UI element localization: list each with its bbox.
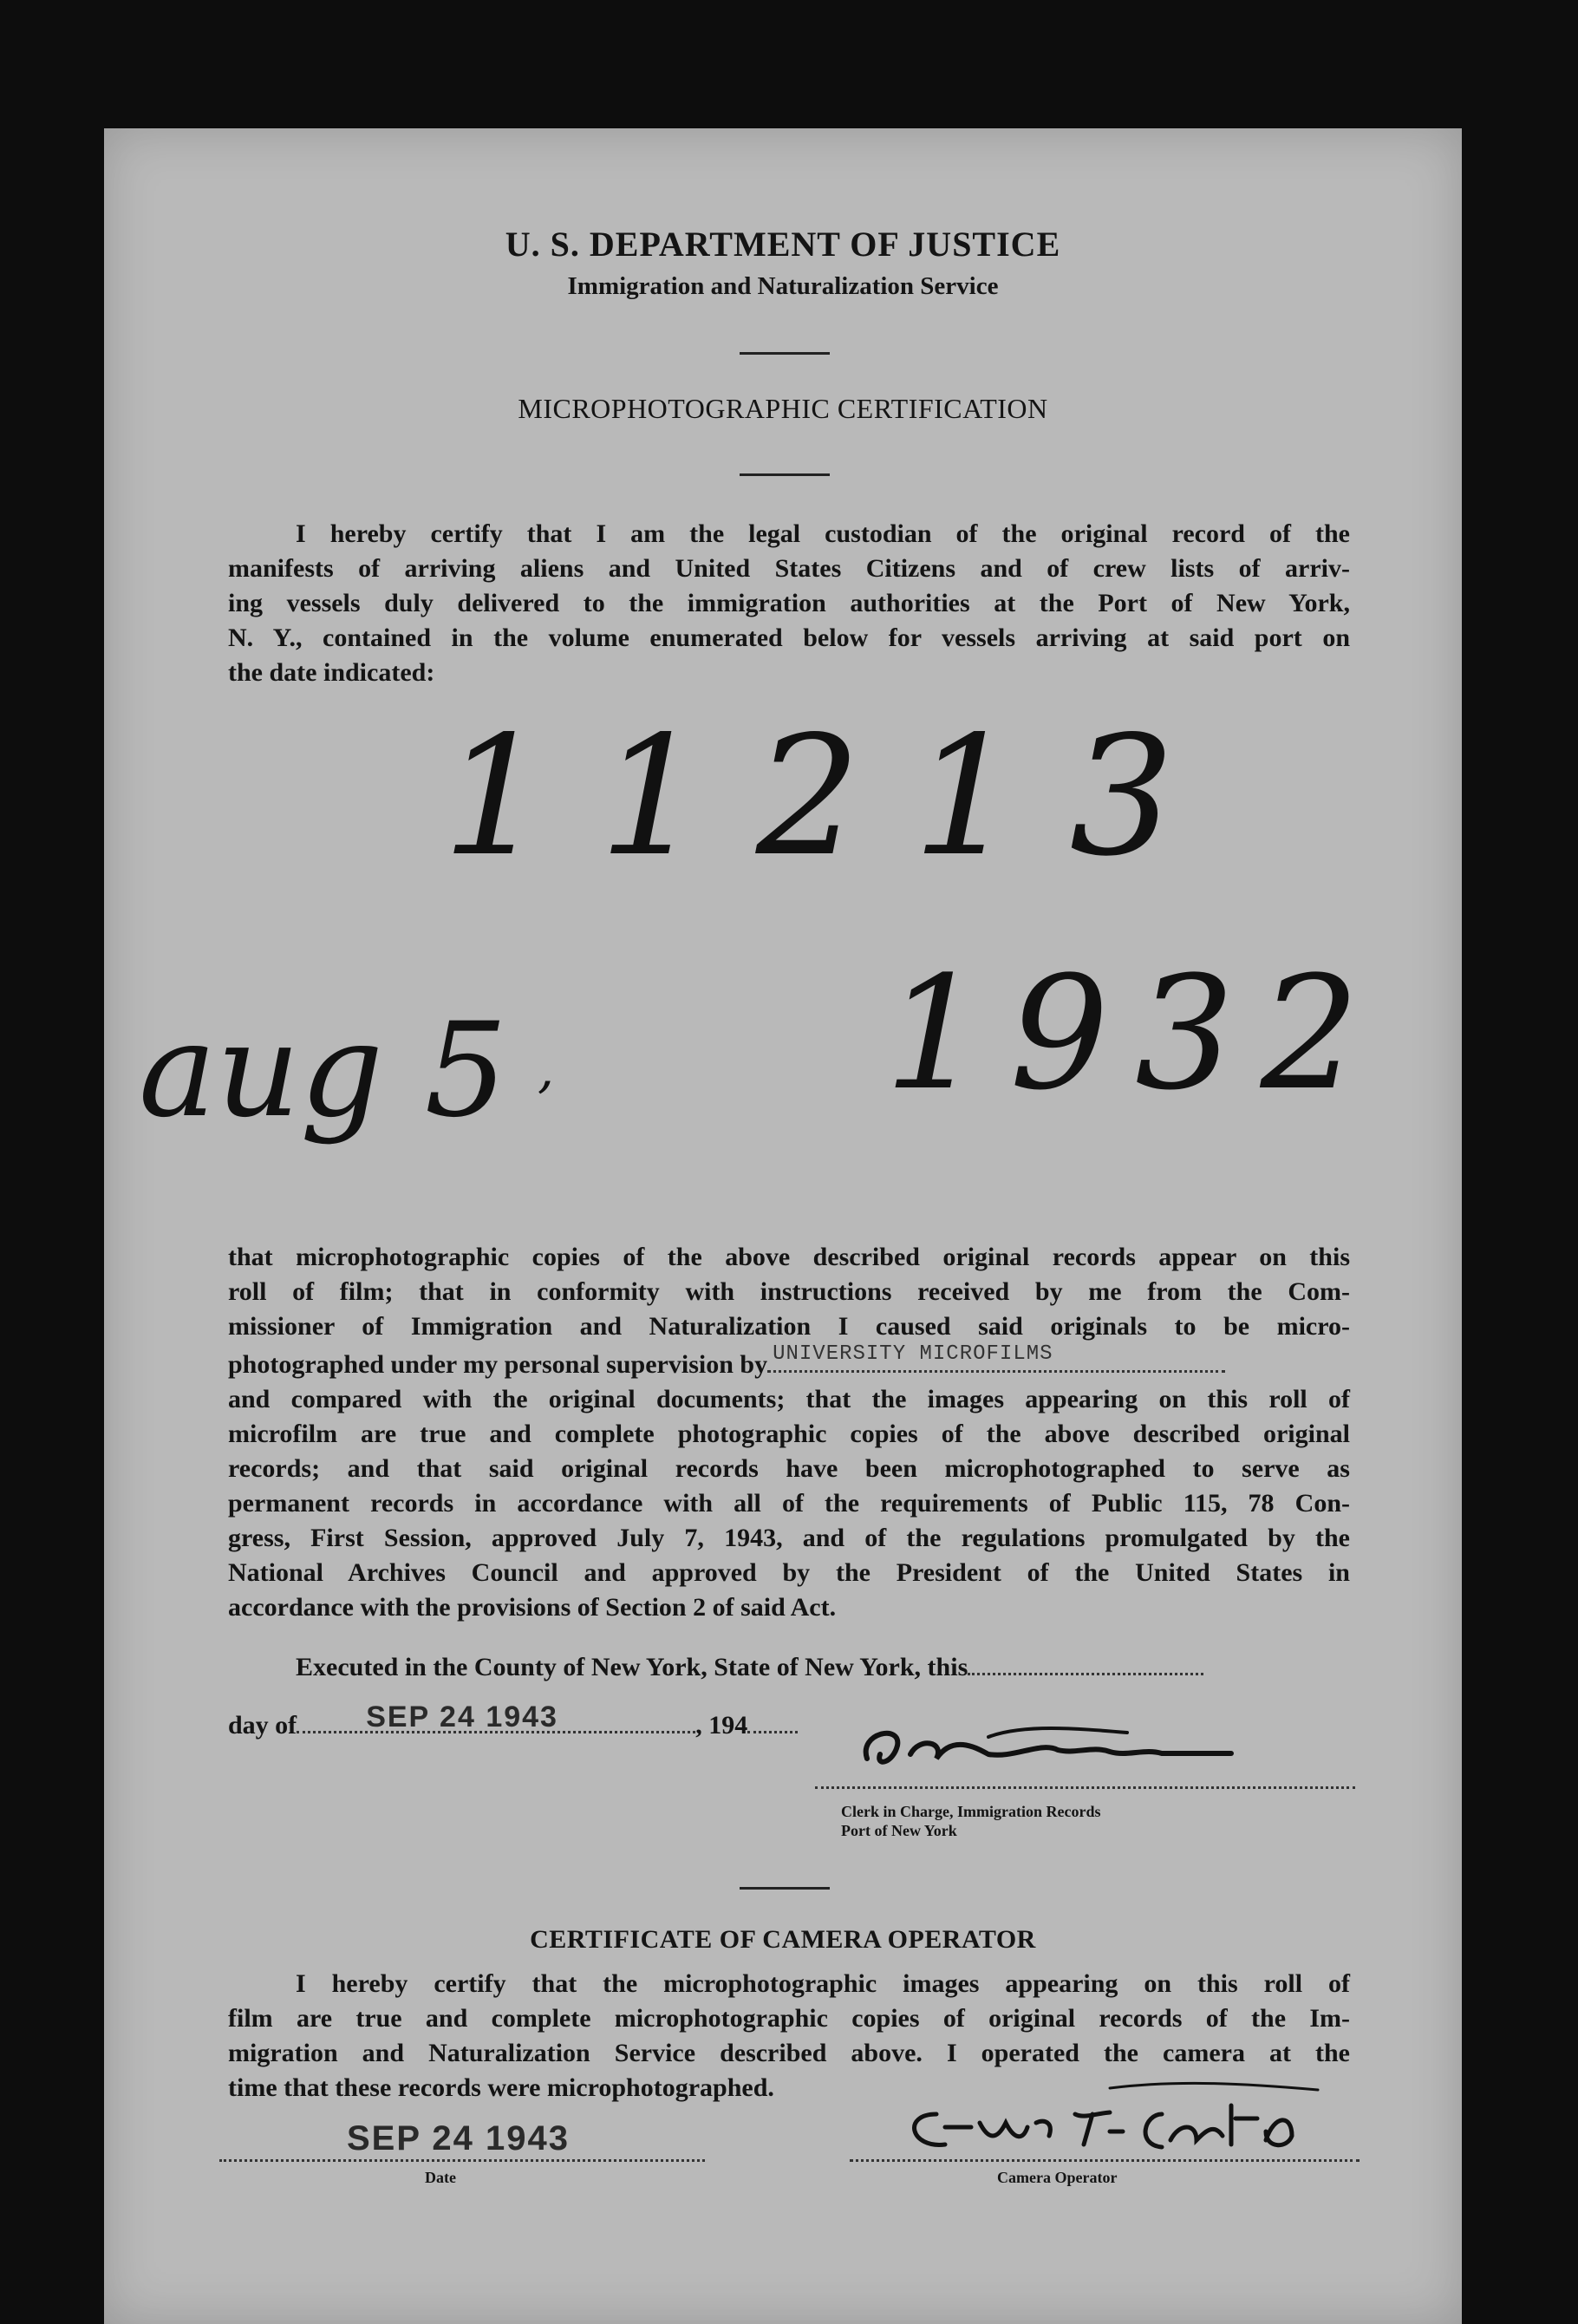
body-paragraph (228, 1240, 1350, 1625)
clerk-signature-line (815, 1786, 1355, 1789)
supervision-line (228, 1344, 1350, 1382)
intro-line: the date indicated: (228, 658, 435, 687)
day-of-field (297, 1701, 695, 1733)
clerk-title-line-1: Clerk in Charge, Immigration Records (841, 1803, 1101, 1820)
operator-certificate-title: CERTIFICATE OF CAMERA OPERATOR (530, 1925, 1036, 1954)
clerk-title (841, 1802, 1100, 1840)
executed-text: Executed in the County of New York, State of New York, this (296, 1653, 968, 1681)
intro-line: N. Y., contained in the volume enumerated below for vessels arriving at said port on (228, 623, 1350, 652)
year-field (747, 1708, 798, 1733)
operator-line: I hereby certify that the microphotographic images appearing on this roll of (296, 1969, 1350, 1998)
body-line: records; and that said original records have been microphotographed to serve as (228, 1454, 1350, 1483)
body-line: accordance with the provisions of Section 2 of said Act. (228, 1593, 837, 1622)
operator-label: Camera Operator (997, 2169, 1118, 2186)
operator-signature-line (850, 2159, 1360, 2162)
supervision-field (767, 1344, 1225, 1373)
supervision-prefix: photographed under my personal supervision by (228, 1350, 768, 1379)
body-line: missioner of Immigration and Naturalization I caused said originals to be micro- (228, 1312, 1350, 1341)
handwritten-comma: , (538, 1039, 555, 1100)
title-divider (740, 473, 830, 476)
body-line: National Archives Council and approved by the President of the United States in (228, 1558, 1350, 1587)
day-of-label: day of (228, 1711, 297, 1740)
operator-date-stamp: SEP 24 1943 (347, 2119, 571, 2158)
handwritten-month-day: aug 5 (139, 996, 508, 1146)
handwritten-volume-number: 11213 (442, 701, 1227, 892)
clerk-title-line-2: Port of New York (841, 1822, 957, 1839)
body-line: gress, First Session, approved July 7, 1943, and of the regulations promulgated by the (228, 1524, 1350, 1552)
service-subheading: Immigration and Naturalization Service (567, 272, 999, 300)
supervision-value: UNIVERSITY MICROFILMS (773, 1342, 1053, 1366)
body-line: microfilm are true and complete photographic copies of the above described original (228, 1420, 1350, 1448)
handwritten-year: 1932 (884, 943, 1386, 1125)
body-line: and compared with the original documents; that the images appearing on this roll of (228, 1385, 1350, 1413)
operator-line: migration and Naturalization Service described above. I operated the camera at the (228, 2039, 1350, 2067)
department-heading: U. S. DEPARTMENT OF JUSTICE (505, 225, 1061, 264)
body-line: roll of film; that in conformity with instructions received by me from the Com- (228, 1277, 1350, 1306)
day-of-stamp: SEP 24 1943 (366, 1701, 558, 1733)
certificate-page (104, 128, 1462, 2324)
body-line: permanent records in accordance with all of the requirements of Public 115, 78 Con- (228, 1489, 1350, 1518)
operator-line: film are true and complete microphotographic copies of original records of the Im- (228, 2004, 1350, 2033)
executed-line (296, 1650, 1350, 1685)
body-line: that microphotographic copies of the above described original records appear on this (228, 1243, 1350, 1271)
intro-line: I hereby certify that I am the legal custodian of the original record of the (296, 519, 1350, 548)
year-prefix: , 194 (695, 1711, 748, 1740)
header-divider (740, 352, 830, 355)
intro-line: manifests of arriving aliens and United States Citizens and of crew lists of arriv- (228, 554, 1350, 583)
executed-day-field (968, 1650, 1203, 1675)
intro-paragraph (228, 517, 1350, 690)
intro-line: ing vessels duly delivered to the immigration authorities at the Port of New York, (228, 589, 1350, 617)
form-title: MICROPHOTOGRAPHIC CERTIFICATION (518, 393, 1048, 424)
date-signature-line (219, 2159, 705, 2162)
operator-divider (740, 1887, 830, 1890)
date-label: Date (425, 2169, 456, 2186)
operator-line: time that these records were microphotographed. (228, 2073, 774, 2102)
clerk-signature (815, 1715, 1335, 1785)
